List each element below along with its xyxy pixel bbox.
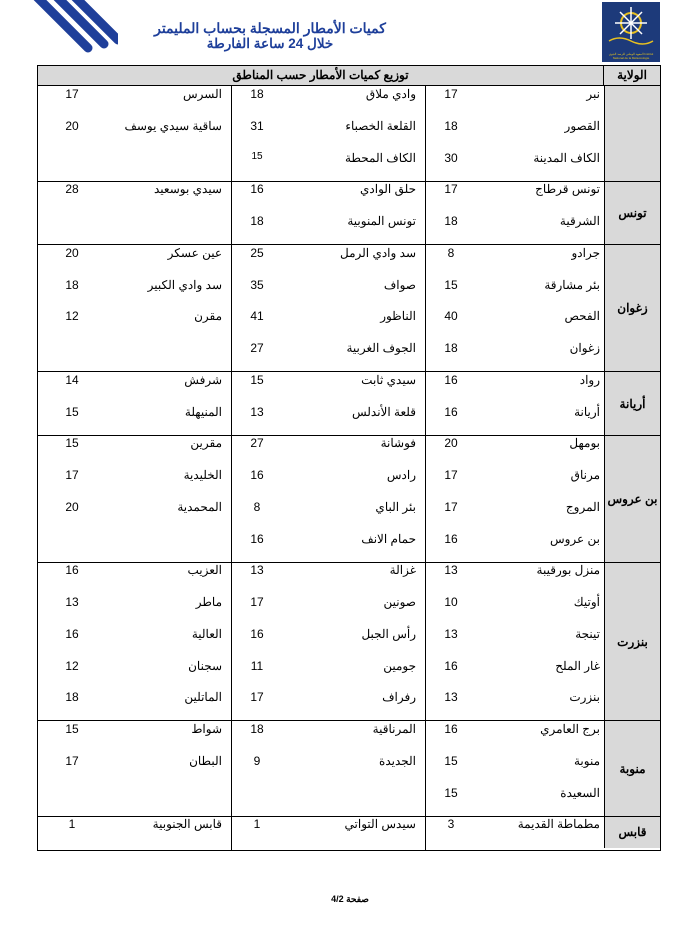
rainfall-value: 16 bbox=[444, 372, 458, 387]
governorate-cell: منوبة bbox=[604, 721, 660, 816]
rainfall-value: 18 bbox=[65, 690, 79, 705]
rainfall-value: 15 bbox=[251, 150, 263, 162]
place-name: تينجة bbox=[575, 626, 600, 641]
rainfall-value: 16 bbox=[444, 531, 458, 546]
place-name: سد وادي الرمل bbox=[339, 245, 416, 260]
place-name: الناظور bbox=[380, 309, 416, 324]
place-name: قابس الجنوبية bbox=[152, 817, 222, 832]
place-name: ماطر bbox=[195, 595, 222, 609]
place-name: جرادو bbox=[571, 245, 600, 260]
governorate-separator bbox=[38, 181, 660, 182]
rainfall-value: 16 bbox=[65, 563, 79, 578]
rainfall-value: 28 bbox=[65, 182, 79, 197]
rainfall-value: 8 bbox=[253, 499, 261, 514]
place-name: الجديدة bbox=[379, 753, 416, 768]
place-name: العزيب bbox=[187, 563, 222, 578]
rainfall-value: 35 bbox=[250, 277, 264, 292]
rainfall-value: 20 bbox=[65, 499, 79, 514]
place-name: أريانة bbox=[574, 404, 600, 419]
rainfall-value: 20 bbox=[444, 436, 458, 451]
rainfall-value: 17 bbox=[65, 87, 79, 101]
rainfall-value: 9 bbox=[253, 753, 261, 768]
place-name: رأس الجبل bbox=[361, 626, 416, 641]
place-name: المحمدية bbox=[177, 499, 222, 514]
place-name: المرناقية bbox=[372, 722, 416, 736]
place-name: البطان bbox=[189, 753, 222, 768]
rainfall-value: 18 bbox=[250, 214, 264, 228]
place-name: زغوان bbox=[569, 341, 600, 355]
rainfall-value: 8 bbox=[447, 245, 455, 260]
rainfall-value: 11 bbox=[250, 658, 264, 673]
governorate-separator bbox=[38, 720, 660, 721]
rainfall-value: 16 bbox=[444, 658, 458, 673]
place-name: مقرن bbox=[194, 309, 222, 324]
rainfall-value: 10 bbox=[444, 595, 458, 609]
place-name: عين عسكر bbox=[167, 245, 222, 260]
place-name: العالية bbox=[191, 626, 222, 641]
rainfall-value: 3 bbox=[447, 817, 455, 832]
place-name: شواط bbox=[191, 722, 222, 736]
place-name: منزل بورقيبة bbox=[536, 563, 600, 578]
governorate-separator bbox=[38, 816, 660, 817]
table-header-distribution: توزيع كميات الأمطار حسب المناطق bbox=[38, 66, 604, 86]
place-name: منوبة bbox=[573, 753, 600, 768]
rainfall-value: 17 bbox=[65, 753, 79, 768]
column-divider bbox=[425, 86, 426, 850]
rainfall-value: 20 bbox=[65, 245, 79, 260]
place-name: رواد bbox=[579, 372, 600, 387]
rainfall-value: 16 bbox=[444, 722, 458, 736]
governorate-cell: تونس bbox=[604, 181, 660, 245]
rainfall-value: 18 bbox=[444, 214, 458, 228]
rainfall-value: 16 bbox=[250, 531, 264, 546]
place-name: بنزرت bbox=[569, 690, 600, 705]
rainfall-value: 16 bbox=[250, 182, 264, 197]
rainfall-value: 16 bbox=[250, 626, 264, 641]
governorate-separator bbox=[38, 371, 660, 372]
governorate-cell bbox=[604, 86, 660, 181]
rainfall-value: 18 bbox=[444, 118, 458, 133]
rainfall-value: 16 bbox=[250, 468, 264, 482]
place-name: سيدي بوسعيد bbox=[153, 182, 222, 197]
rainfall-value: 13 bbox=[444, 626, 458, 641]
rainfall-value: 18 bbox=[250, 87, 264, 101]
rainfall-value: 18 bbox=[444, 341, 458, 355]
governorate-cell: بن عروس bbox=[604, 435, 660, 562]
institute-logo bbox=[602, 2, 660, 62]
place-name: الكاف المدينة bbox=[533, 150, 600, 165]
rainfall-value: 17 bbox=[250, 690, 264, 705]
place-name: وادي ملاق bbox=[365, 87, 416, 101]
rainfall-value: 13 bbox=[65, 595, 79, 609]
place-name: غار الملح bbox=[555, 658, 600, 673]
rainfall-value: 13 bbox=[250, 563, 264, 578]
rainfall-value: 17 bbox=[444, 87, 458, 101]
place-name: المروج bbox=[565, 499, 600, 514]
rainfall-value: 16 bbox=[65, 626, 79, 641]
place-name: قلعة الأندلس bbox=[351, 404, 416, 419]
rainfall-value: 20 bbox=[65, 118, 79, 133]
decorative-stripes-icon bbox=[28, 0, 118, 64]
snowflake-sun-icon bbox=[603, 3, 659, 47]
place-name: الفحص bbox=[564, 309, 600, 324]
rainfall-table bbox=[37, 65, 661, 851]
rainfall-value: 41 bbox=[250, 309, 264, 324]
rainfall-value: 16 bbox=[444, 404, 458, 419]
place-name: رادس bbox=[386, 468, 416, 482]
place-name: صونين bbox=[383, 595, 416, 609]
place-name: بئر الباي bbox=[375, 499, 416, 514]
rainfall-value: 1 bbox=[253, 817, 261, 832]
page-number: صفحة 4/2 bbox=[331, 894, 369, 904]
place-name: سجنان bbox=[188, 658, 222, 673]
place-name: بومهل bbox=[569, 436, 600, 451]
governorate-separator bbox=[38, 562, 660, 563]
rainfall-value: 17 bbox=[250, 595, 264, 609]
place-name: صواف bbox=[383, 277, 416, 292]
rainfall-value: 15 bbox=[444, 277, 458, 292]
rainfall-value: 18 bbox=[250, 722, 264, 736]
place-name: سد وادي الكبير bbox=[147, 277, 222, 292]
rainfall-value: 13 bbox=[250, 404, 264, 419]
place-name: مرناق bbox=[570, 468, 600, 482]
place-name: القلعة الخصباء bbox=[345, 118, 416, 133]
rainfall-value: 27 bbox=[250, 436, 264, 451]
logo-text: المعهد الوطني للرصد الجوي Institut National de la Météorologie bbox=[608, 52, 654, 60]
place-name: حمام الانف bbox=[361, 531, 416, 546]
governorate-separator bbox=[38, 435, 660, 436]
rainfall-value: 12 bbox=[65, 309, 79, 324]
place-name: جومين bbox=[383, 658, 416, 673]
place-name: ساقية سيدي يوسف bbox=[124, 118, 222, 133]
rainfall-value: 1 bbox=[68, 817, 76, 832]
rainfall-value: 17 bbox=[65, 468, 79, 482]
place-name: بئر مشارقة bbox=[544, 277, 600, 292]
place-name: مطماطة القديمة bbox=[517, 817, 600, 832]
rainfall-value: 13 bbox=[444, 690, 458, 705]
rainfall-value: 27 bbox=[250, 341, 264, 355]
place-name: الماتلين bbox=[184, 690, 222, 705]
place-name: السعيدة bbox=[560, 785, 600, 800]
rainfall-value: 30 bbox=[444, 150, 458, 165]
governorate-cell: أريانة bbox=[604, 372, 660, 436]
page-title: كميات الأمطار المسجلة بحساب المليمتر bbox=[154, 20, 386, 36]
rainfall-value: 14 bbox=[65, 372, 79, 387]
place-name: السرس bbox=[183, 87, 222, 101]
rainfall-value: 15 bbox=[444, 785, 458, 800]
rainfall-value: 40 bbox=[444, 309, 458, 324]
place-name: حلق الوادي bbox=[360, 182, 416, 197]
rainfall-value: 13 bbox=[444, 563, 458, 578]
place-name: الكاف المحطة bbox=[345, 150, 416, 165]
place-name: سيدي ثابت bbox=[361, 372, 416, 387]
place-name: الشرقية bbox=[559, 214, 600, 228]
governorate-separator bbox=[38, 244, 660, 245]
governorate-cell: قابس bbox=[604, 816, 660, 848]
page-subtitle: خلال 24 ساعة الفارطة bbox=[206, 36, 334, 51]
rainfall-value: 17 bbox=[444, 468, 458, 482]
place-name: نبر bbox=[586, 87, 600, 101]
place-name: الجوف الغربية bbox=[346, 341, 416, 355]
place-name: تونس قرطاج bbox=[535, 182, 600, 197]
rainfall-value: 15 bbox=[250, 372, 264, 387]
place-name: القصور bbox=[564, 118, 600, 133]
place-name: الخليدية bbox=[183, 468, 222, 482]
place-name: بن عروس bbox=[549, 531, 600, 546]
place-name: شرفش bbox=[184, 372, 222, 387]
place-name: سيدس التواتي bbox=[344, 817, 416, 832]
place-name: رفراف bbox=[382, 690, 416, 705]
place-name: تونس المنوبية bbox=[347, 214, 416, 228]
rainfall-value: 15 bbox=[444, 753, 458, 768]
rainfall-value: 31 bbox=[250, 118, 264, 133]
rainfall-value: 17 bbox=[444, 182, 458, 197]
place-name: المنيهلة bbox=[184, 404, 222, 419]
governorate-cell: زغوان bbox=[604, 245, 660, 372]
rainfall-value: 18 bbox=[65, 277, 79, 292]
governorate-cell: بنزرت bbox=[604, 562, 660, 721]
place-name: غزالة bbox=[389, 563, 416, 578]
place-name: فوشانة bbox=[380, 436, 416, 451]
place-name: مقرين bbox=[190, 436, 222, 451]
rainfall-value: 17 bbox=[444, 499, 458, 514]
rainfall-value: 25 bbox=[250, 245, 264, 260]
column-divider bbox=[231, 86, 232, 850]
place-name: برج العامري bbox=[540, 722, 600, 736]
rainfall-value: 12 bbox=[65, 658, 79, 673]
rainfall-value: 15 bbox=[65, 722, 79, 736]
table-header-governorate: الولاية bbox=[604, 66, 660, 86]
rainfall-value: 15 bbox=[65, 404, 79, 419]
rainfall-value: 15 bbox=[65, 436, 79, 451]
place-name: أوتيك bbox=[573, 595, 600, 609]
